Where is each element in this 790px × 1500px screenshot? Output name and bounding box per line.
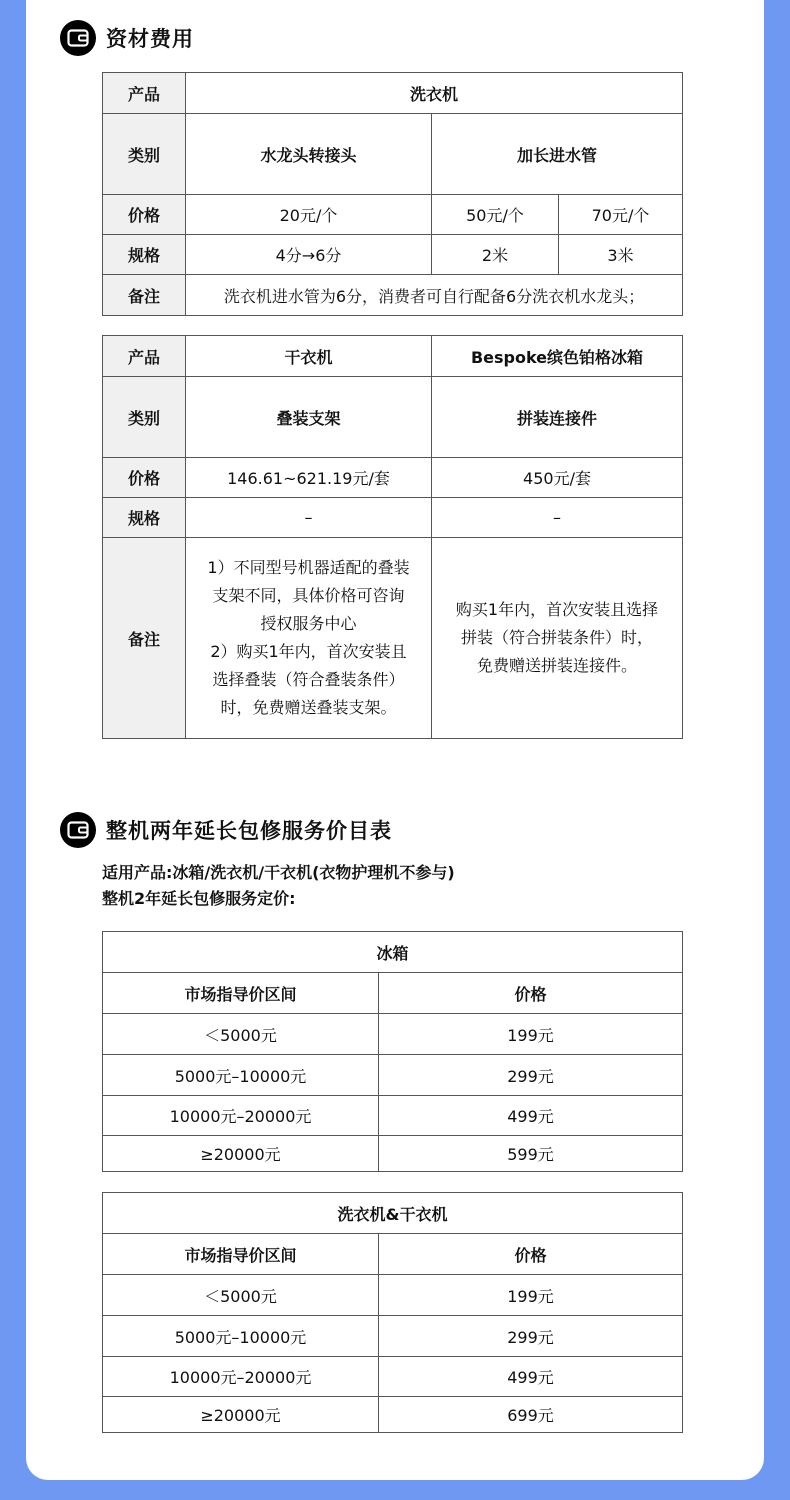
warranty-table-fridge [102,931,683,1172]
category-a: 叠装支架 [186,377,432,458]
price-a: 146.61~621.19元/套 [186,458,432,498]
table-row [103,1136,683,1172]
note-line: 支架不同，具体价格可咨询 [212,586,405,605]
note-line: 时，免费赠送叠装支架。 [220,698,397,717]
table-row [103,1014,683,1055]
price-cell: 199元 [379,1275,683,1316]
product-a: 干衣机 [186,336,432,377]
category-b: 加长进水管 [432,114,683,195]
note-line: 购买1年内，首次安装且选择 [455,600,659,619]
label-spec: 规格 [103,498,186,538]
table-row [103,1397,683,1433]
price-cell: 599元 [379,1136,683,1172]
table-row [103,1357,683,1397]
range-cell: ＜5000元 [103,1275,379,1316]
product-value: 洗衣机 [186,73,683,114]
range-cell: 5000元–10000元 [103,1316,379,1357]
label-category: 类别 [103,114,186,195]
materials-table-dryer-fridge [102,335,683,739]
note-line: 2）购买1年内，首次安装且 [210,642,407,661]
price-a: 20元/个 [186,195,432,235]
label-product: 产品 [103,336,186,377]
range-cell: ≥20000元 [103,1136,379,1172]
label-spec: 规格 [103,235,186,275]
pricing-label: 整机2年延长包修服务定价: [102,889,296,908]
note-value: 洗衣机进水管为6分，消费者可自行配备6分洗衣机水龙头； [186,275,683,316]
range-cell: 10000元–20000元 [103,1096,379,1136]
price-cell: 499元 [379,1357,683,1397]
spec-a: – [186,498,432,538]
label-product: 产品 [103,73,186,114]
note-line: 拼装（符合拼装条件）时， [460,628,653,647]
range-cell: ≥20000元 [103,1397,379,1433]
price-b: 50元/个 [432,195,559,235]
table-row [103,1096,683,1136]
warranty-table-washer-dryer [102,1192,683,1433]
applicable-products: 适用产品:冰箱/洗衣机/干衣机(衣物护理机不参与) [102,863,455,882]
materials-table-washer [102,72,683,316]
spec-b: 2米 [432,235,559,275]
range-cell: 5000元–10000元 [103,1055,379,1096]
category-a: 水龙头转接头 [186,114,432,195]
price-cell: 699元 [379,1397,683,1433]
table-title: 冰箱 [103,932,683,973]
label-category: 类别 [103,377,186,458]
price-b: 450元/套 [432,458,683,498]
col-header-price: 价格 [379,973,683,1014]
col-header-range: 市场指导价区间 [103,1234,379,1275]
table-row [103,1275,683,1316]
category-b: 拼装连接件 [432,377,683,458]
wallet-icon [60,20,96,56]
label-note: 备注 [103,275,186,316]
spec-b: – [432,498,683,538]
section-materials-heading [60,18,194,58]
table-title: 洗衣机&干衣机 [103,1193,683,1234]
price-cell: 499元 [379,1096,683,1136]
section-warranty-heading [60,810,392,850]
note-line: 1）不同型号机器适配的叠装 [207,558,410,577]
price-cell: 199元 [379,1014,683,1055]
section-title: 整机两年延长包修服务价目表 [106,819,392,843]
note-a [186,538,432,739]
price-cell: 299元 [379,1055,683,1096]
range-cell: ＜5000元 [103,1014,379,1055]
note-line: 选择叠装（符合叠装条件） [212,670,405,689]
table-row [103,1316,683,1357]
wallet-icon [60,812,96,848]
price-cell: 299元 [379,1316,683,1357]
spec-c: 3米 [559,235,683,275]
col-header-range: 市场指导价区间 [103,973,379,1014]
label-note: 备注 [103,538,186,739]
section-title: 资材费用 [106,27,194,51]
note-line: 免费赠送拼装连接件。 [476,656,637,675]
price-c: 70元/个 [559,195,683,235]
label-price: 价格 [103,458,186,498]
range-cell: 10000元–20000元 [103,1357,379,1397]
label-price: 价格 [103,195,186,235]
note-b [432,538,683,739]
warranty-intro [102,860,455,912]
col-header-price: 价格 [379,1234,683,1275]
spec-a: 4分→6分 [186,235,432,275]
table-row [103,1055,683,1096]
product-b: Bespoke缤色铂格冰箱 [432,336,683,377]
note-line: 授权服务中心 [260,614,357,633]
